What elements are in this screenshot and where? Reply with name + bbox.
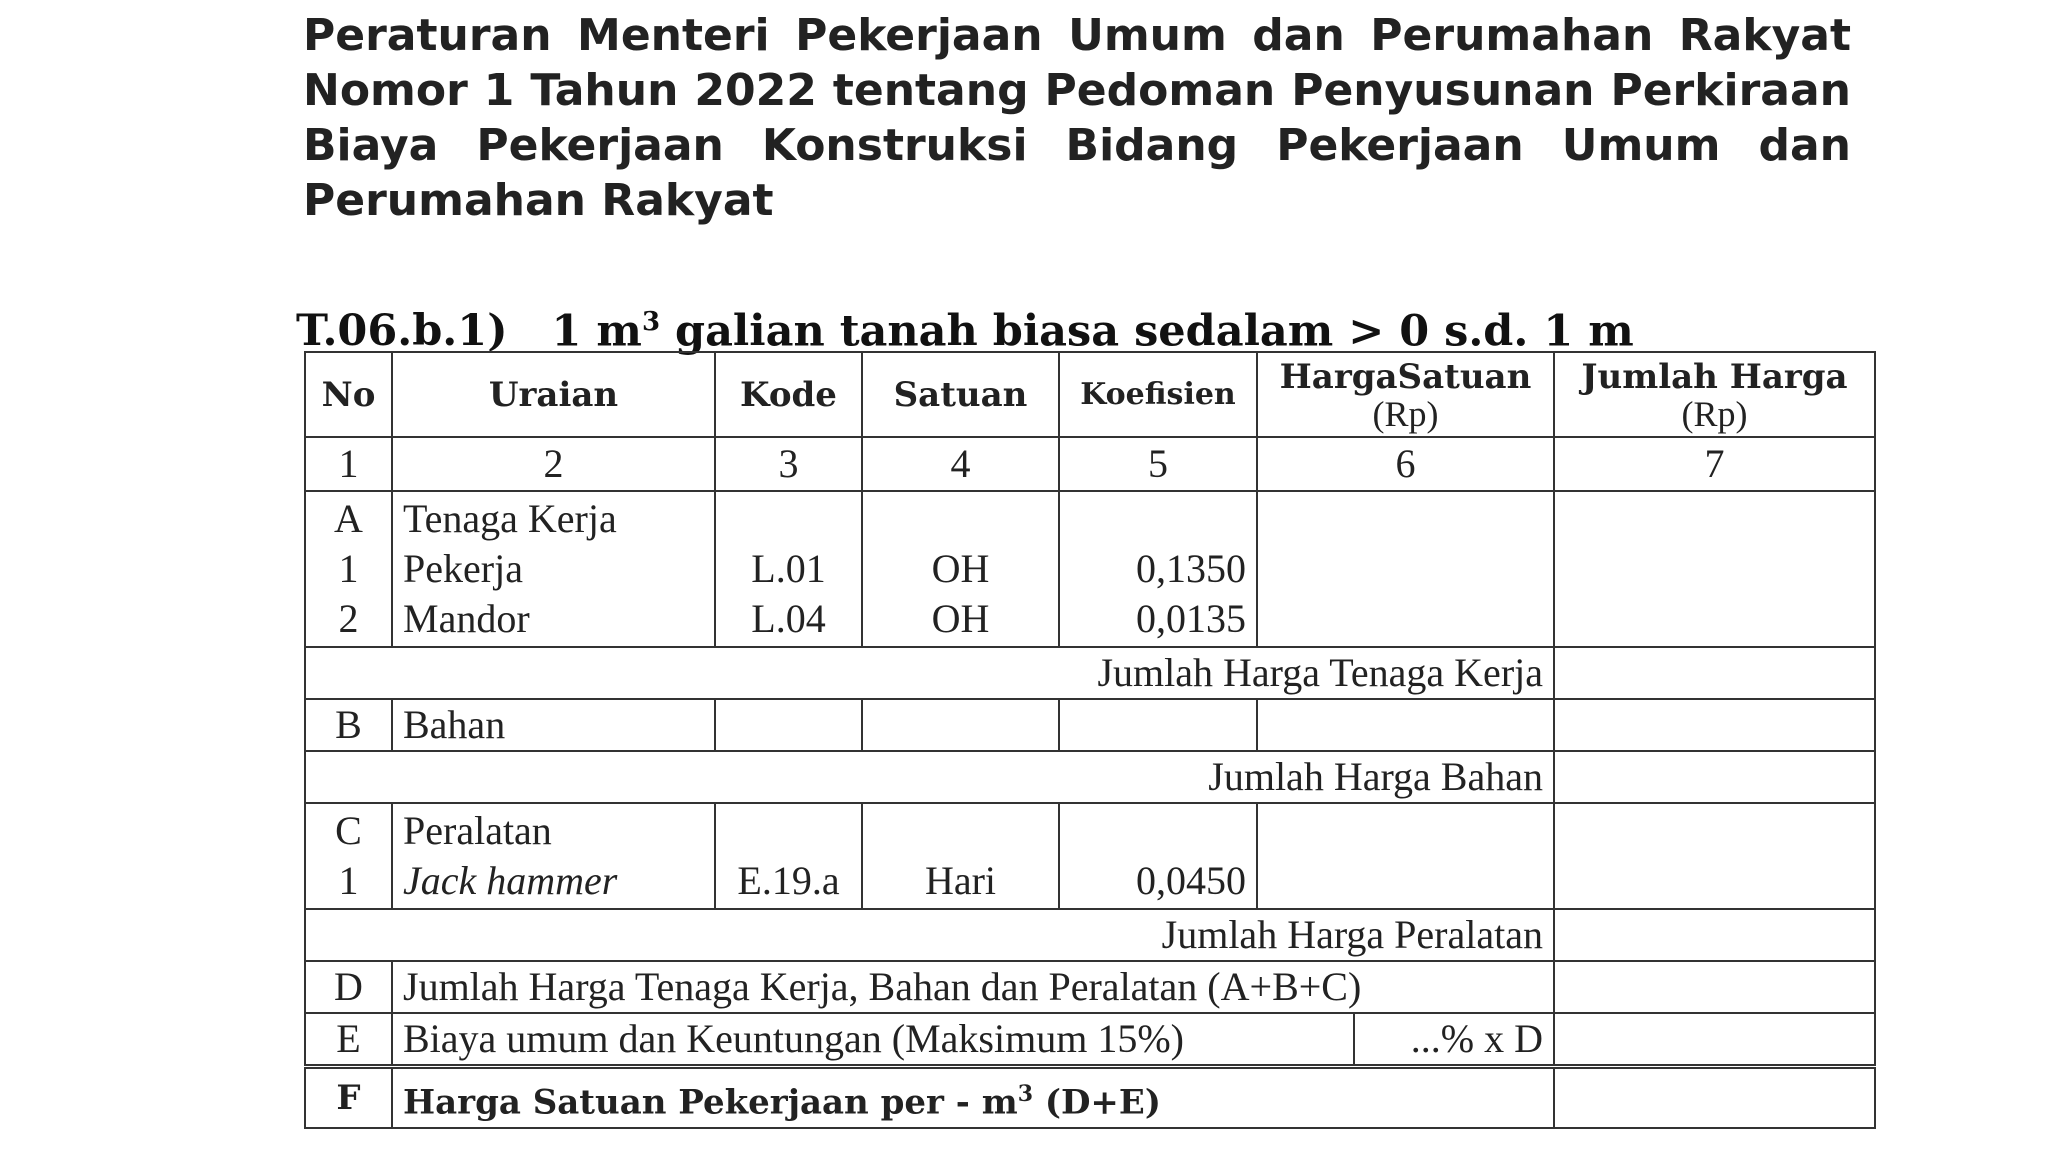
table-title: [296, 296, 1634, 357]
item-no: 1: [338, 858, 359, 903]
header-koefisien: Koefisien: [1059, 352, 1257, 437]
section-a-satuan-cell: [862, 491, 1059, 647]
section-a-no-cell: [305, 491, 392, 647]
col-number: 1: [305, 437, 392, 491]
section-c-uraian-cell: [392, 803, 715, 909]
row-e-value: [1554, 1013, 1875, 1067]
col-number: 2: [392, 437, 715, 491]
header-jumlah-harga-unit: (Rp): [1681, 393, 1748, 434]
header-harga-satuan-unit: (Rp): [1372, 393, 1439, 434]
title-text-a: 1 m: [551, 306, 642, 357]
item-satuan: OH: [931, 546, 990, 591]
header-no: No: [305, 352, 392, 437]
item-code: T.06.b.1): [296, 306, 508, 357]
row-d-value: [1554, 961, 1875, 1013]
title-text-b: galian tanah biasa sedalam > 0 s.d. 1 m: [660, 306, 1634, 357]
item-uraian: Pekerja: [403, 546, 523, 591]
subtotal-value: [1554, 751, 1875, 803]
section-c-harga-satuan-cell: [1257, 803, 1554, 909]
section-c-kode-cell: [715, 803, 862, 909]
item-koefisien: 0,0135: [1136, 596, 1246, 641]
row-f-text-b: (D+E): [1033, 1082, 1161, 1123]
row-f-text-a: Harga Satuan Pekerjaan per - m: [403, 1082, 1018, 1123]
row-f-superscript: 3: [1017, 1081, 1034, 1107]
header-harga-satuan: [1257, 352, 1554, 437]
section-c-satuan-cell: [862, 803, 1059, 909]
col-number: 5: [1059, 437, 1257, 491]
item-kode: L.04: [751, 596, 826, 641]
row-f-value: [1554, 1067, 1875, 1129]
subtotal-row-c: [305, 909, 1875, 961]
column-number-row: [305, 437, 1875, 491]
subtotal-value: [1554, 909, 1875, 961]
header-jumlah-harga-label: Jumlah Harga: [1581, 356, 1848, 397]
col-number: 4: [862, 437, 1059, 491]
col-number: 6: [1257, 437, 1554, 491]
section-a-koefisien-cell: [1059, 491, 1257, 647]
item-uraian: Jack hammer: [403, 858, 618, 903]
section-letter: B: [305, 699, 392, 751]
section-title: Tenaga Kerja: [403, 496, 617, 541]
header-satuan: Satuan: [862, 352, 1059, 437]
header-harga-satuan-label: HargaSatuan: [1279, 356, 1532, 397]
section-a-uraian-cell: [392, 491, 715, 647]
section-c-jumlah-harga-cell: [1554, 803, 1875, 909]
section-c-group: [305, 803, 1875, 909]
item-koefisien: 0,0450: [1136, 858, 1246, 903]
row-letter: E: [305, 1013, 392, 1067]
section-a-kode-cell: [715, 491, 862, 647]
subtotal-row-b: [305, 751, 1875, 803]
item-no: 2: [338, 596, 359, 641]
col-number: 7: [1554, 437, 1875, 491]
item-koefisien: 0,1350: [1136, 546, 1246, 591]
subtotal-row-a: [305, 647, 1875, 699]
ahsp-table: [304, 351, 1876, 1129]
section-title: Bahan: [392, 699, 715, 751]
subtotal-label: Jumlah Harga Peralatan: [305, 909, 1554, 961]
col-number: 3: [715, 437, 862, 491]
section-a-jumlah-harga-cell: [1554, 491, 1875, 647]
section-c-koefisien-cell: [1059, 803, 1257, 909]
item-uraian: Mandor: [403, 596, 530, 641]
page-heading: Peraturan Menteri Pekerjaan Umum dan Perumahan Rakyat Nomor 1 Tahun 2022 tentang Pedoman Penyusunan Perkiraan Biaya Pekerjaan Konstruksi Bidang Pekerjaan Umum dan Perumahan Rakyat: [303, 10, 1851, 226]
section-a-harga-satuan-cell: [1257, 491, 1554, 647]
section-letter: A: [334, 496, 363, 541]
subtotal-value: [1554, 647, 1875, 699]
row-letter: F: [305, 1067, 392, 1129]
row-d-text: Jumlah Harga Tenaga Kerja, Bahan dan Peralatan (A+B+C): [392, 961, 1554, 1013]
section-c-no-cell: [305, 803, 392, 909]
row-e-text: Biaya umum dan Keuntungan (Maksimum 15%): [403, 1014, 1355, 1064]
section-a-group: [305, 491, 1875, 647]
title-superscript: 3: [641, 307, 661, 337]
subtotal-label: Jumlah Harga Tenaga Kerja: [305, 647, 1554, 699]
section-letter: C: [335, 808, 362, 853]
item-no: 1: [338, 546, 359, 591]
row-e-cell: [392, 1013, 1554, 1067]
subtotal-label: Jumlah Harga Bahan: [305, 751, 1554, 803]
row-d: [305, 961, 1875, 1013]
section-title: Peralatan: [403, 808, 552, 853]
row-f-text: [392, 1067, 1554, 1129]
row-e-formula: ...% x D: [1410, 1016, 1543, 1061]
header-jumlah-harga: [1554, 352, 1875, 437]
item-kode: E.19.a: [737, 858, 840, 903]
item-satuan: Hari: [924, 858, 997, 903]
row-letter: D: [305, 961, 392, 1013]
item-kode: L.01: [751, 546, 826, 591]
section-b-row: [305, 699, 1875, 751]
item-satuan: OH: [931, 596, 990, 641]
header-uraian: Uraian: [392, 352, 715, 437]
header-row: [305, 352, 1875, 437]
row-f: [305, 1067, 1875, 1129]
row-e: [305, 1013, 1875, 1067]
header-kode: Kode: [715, 352, 862, 437]
